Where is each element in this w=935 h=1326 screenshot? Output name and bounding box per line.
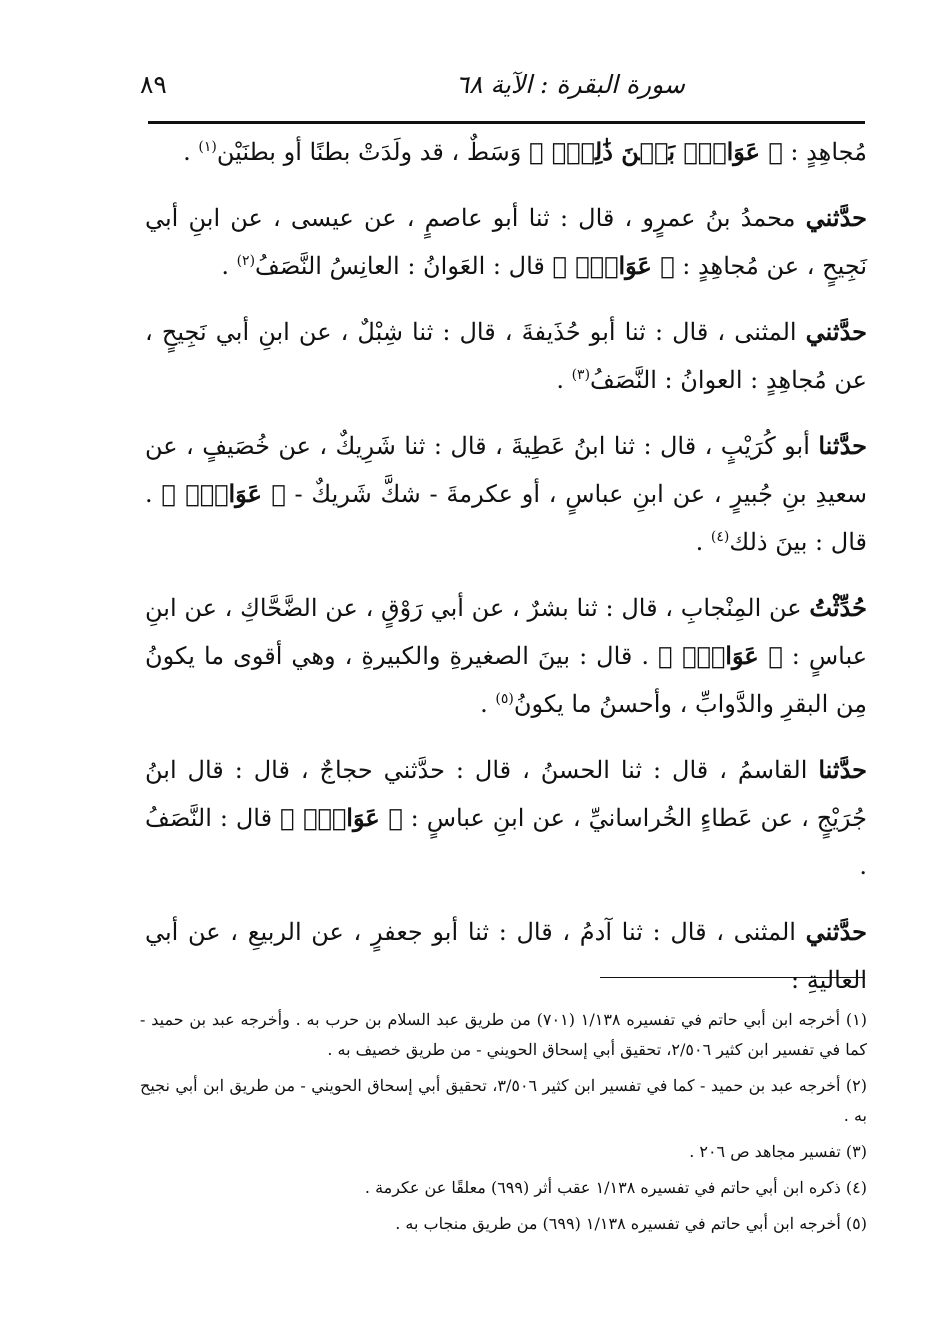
paragraph-text: وَسَطٌ ، قد ولَدَتْ بطنًا أو بطنَيْن — [216, 138, 529, 166]
footnote-reference: (٢) — [236, 253, 256, 269]
paragraph — [145, 584, 867, 728]
footnote-reference: (٣) — [571, 367, 591, 383]
footnote-reference: (١) — [198, 139, 217, 155]
footnotes — [140, 1005, 867, 1245]
paragraph-text: قال : العَوانُ : العانِسُ النَّصَفُ — [255, 252, 553, 280]
paragraph — [145, 308, 867, 404]
paragraph-text: . قال : بينَ الصغيرةِ والكبيرةِ ، وهي أقوى ما يكونُ مِن البقرِ والدَّوابِّ ، وأحسنُ ما يكونُ — [145, 642, 867, 718]
paragraph-text: عن المِنْجابِ ، قال : ثنا بشرٌ ، عن أبي رَوْقٍ ، عن الضَّحَّاكِ ، عن ابنِ عباسٍ : — [145, 594, 868, 670]
paragraph-lead-word: حدَّثني — [805, 317, 867, 346]
paragraph-text: . — [695, 528, 711, 556]
paragraph-text: مُجاهِدٍ : — [782, 138, 867, 166]
paragraph-text: محمدُ بنُ عمرٍو ، قال : ثنا أبو عاصمٍ ، عن عيسى ، عن ابنِ أبي نَجِيحٍ ، عن مُجاهِدٍ : — [145, 204, 867, 280]
paragraph-lead-word: حدَّثني — [805, 917, 867, 946]
paragraph-text: . — [556, 366, 572, 394]
footnote-reference: (٥) — [495, 691, 514, 707]
footnote: (٤) ذكره ابن أبي حاتم في تفسيره ١/١٣٨ عقب أثر (٦٩٩) معلقًا عن عكرمة . — [364, 1178, 867, 1197]
page-number: ٨٩ — [140, 70, 167, 99]
paragraph-text: المثنى ، قال : ثنا آدمُ ، قال : ثنا أبو جعفرٍ ، عن الربيعِ ، عن أبي العاليةِ : — [145, 918, 867, 994]
footnote: (٢) أخرجه عبد بن حميد - كما في تفسير ابن كثير ٣/٥٠٦، تحقيق أبي إسحاق الحويني - من طريق ابن أبي نجيح به . — [140, 1076, 867, 1125]
main-text — [145, 128, 867, 1022]
paragraph-text: . — [480, 690, 496, 718]
paragraph — [145, 422, 867, 566]
header-divider — [148, 121, 865, 124]
paragraph — [145, 908, 867, 1004]
footnote-reference: (٤) — [710, 529, 730, 545]
quran-verse: ﴿ عَوَانُۢ ﴾ — [552, 251, 675, 280]
paragraph — [145, 128, 867, 176]
paragraph-text: . قال : بينَ ذلك — [145, 480, 867, 556]
quran-verse: ﴿ عَوَانُۢ بَيۡنَ ذَٰلِكَۖ ﴾ — [528, 137, 783, 166]
footnote: (١) أخرجه ابن أبي حاتم في تفسيره ١/١٣٨ (٧٠١) من طريق عبد السلام بن حرب به . وأخرجه عبد بن حميد - كما في تفسير ابن كثير ٢/٥٠٦، تحقيق أبي إسحاق الحويني - من طريق خصيف به . — [140, 1010, 867, 1059]
running-title: سورة البقرة : الآية ٦٨ — [455, 70, 685, 99]
paragraph-text: . — [221, 252, 237, 280]
paragraph-lead-word: حدَّثني — [805, 203, 867, 232]
paragraph-text: قال : النَّصَفُ . — [145, 804, 867, 880]
footnote: (٣) تفسير مجاهد ص ٢٠٦ . — [689, 1142, 867, 1161]
footnote-divider — [600, 977, 865, 978]
quran-verse: ﴿ عَوَانُۢ ﴾ — [161, 479, 286, 508]
paragraph-text: القاسمُ ، قال : ثنا الحسنُ ، قال : حدَّثني حجاجٌ ، قال : قال ابنُ جُرَيْجٍ ، عن عَطاءٍ الخُراسانيِّ ، عن ابنِ عباسٍ : — [145, 756, 867, 832]
paragraph — [145, 746, 867, 890]
paragraph-lead-word: حدَّثنا — [818, 755, 867, 784]
paragraph-lead-word: حدَّثنا — [818, 431, 867, 460]
page-header — [140, 64, 865, 114]
quran-verse: ﴿ عَوَانُۢ ﴾ — [280, 803, 403, 832]
paragraph-text: المثنى ، قال : ثنا أبو حُذَيفةَ ، قال : ثنا شِبْلٌ ، عن ابنِ أبي نَجِيحٍ ، عن مُجاهِدٍ : العوانُ : النَّصَفُ — [145, 318, 867, 394]
paragraph-text: أبو كُرَيْبٍ ، قال : ثنا ابنُ عَطِيةَ ، قال : ثنا شَرِيكٌ ، عن خُصَيفٍ ، عن سعيدِ بنِ جُبيرٍ ، عن ابنِ عباسٍ ، أو عكرمةَ - شكَّ شَريكٌ - — [145, 432, 868, 508]
paragraph-lead-word: حُدِّثْتُ — [809, 593, 867, 622]
footnote: (٥) أخرجه ابن أبي حاتم في تفسيره ١/١٣٨ (٦٩٩) من طريق منجاب به . — [395, 1214, 867, 1233]
paragraph-text: . — [183, 138, 199, 166]
paragraph — [145, 194, 867, 290]
quran-verse: ﴿ عَوَانُۢ ﴾ — [657, 641, 783, 670]
